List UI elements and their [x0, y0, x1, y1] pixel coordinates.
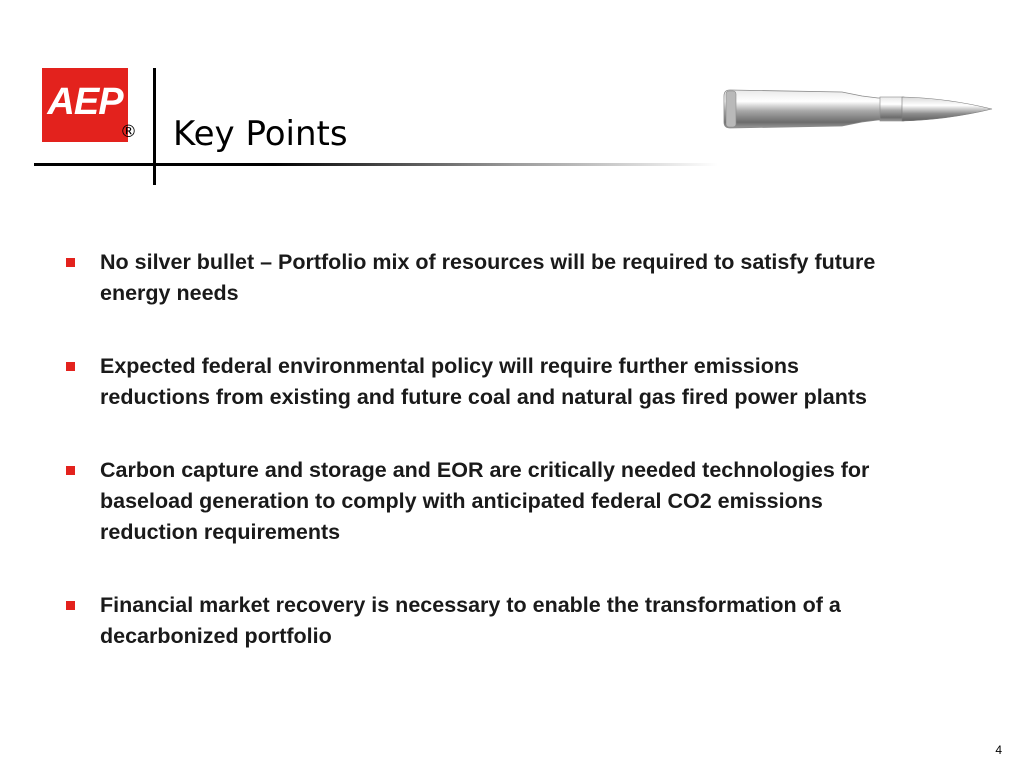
aep-logo [42, 68, 128, 142]
header-horizontal-divider [34, 163, 718, 166]
silver-bullet-icon [722, 82, 994, 134]
key-point-text: Expected federal environmental policy will require further emissions reductions from existing and future coal and natural gas fired power plants [100, 354, 867, 409]
key-point-item [62, 351, 892, 413]
slide-title: Key Points [173, 114, 348, 154]
key-points-list [62, 247, 892, 694]
key-point-text: No silver bullet – Portfolio mix of resources will be required to satisfy future energy needs [100, 250, 876, 305]
key-point-text: Financial market recovery is necessary to enable the transformation of a decarbonized portfolio [100, 593, 841, 648]
key-point-text: Carbon capture and storage and EOR are critically needed technologies for baseload generation to comply with anticipated federal CO2 emissions reduction requirements [100, 458, 870, 544]
square-bullet-icon [66, 362, 75, 371]
aep-logo-text: AEP [47, 81, 123, 123]
key-point-item [62, 455, 892, 548]
square-bullet-icon [66, 601, 75, 610]
square-bullet-icon [66, 258, 75, 267]
key-point-item [62, 247, 892, 309]
page-number: 4 [995, 743, 1002, 757]
key-point-item [62, 590, 892, 652]
header-vertical-divider [153, 68, 156, 185]
square-bullet-icon [66, 466, 75, 475]
registered-trademark-icon: ® [120, 122, 137, 142]
